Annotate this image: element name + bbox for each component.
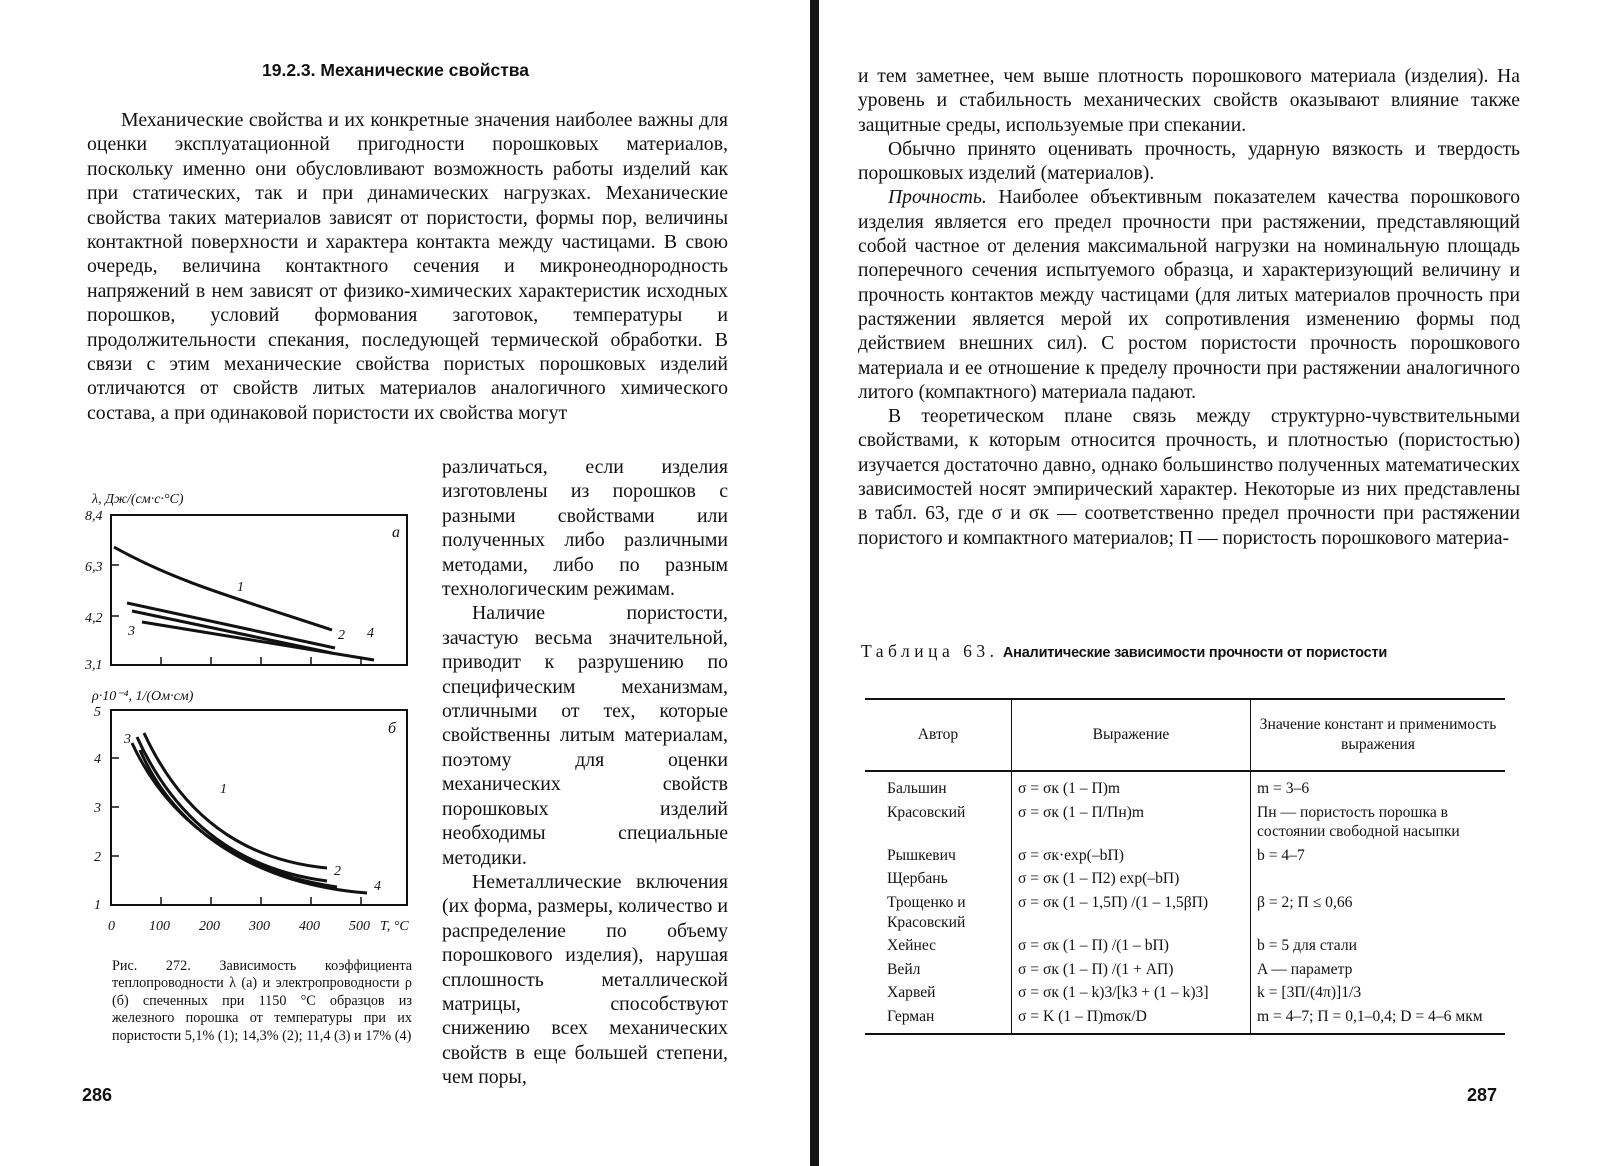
page-number: 287 bbox=[1467, 1085, 1498, 1105]
side-paragraph: Наличие пористости, зачастую весьма значительной, приводит к разрушению по специфическим механизмам, отличными от тех, которые свойственны литым материалам, поэтому для оценки механических свойств порошковых изделий необходимы специальные методики. bbox=[442, 602, 728, 869]
right-text bbox=[858, 65, 1520, 551]
side-paragraph: различаться, если изделия изготовлены из порошков с разными свойствами или полученных либо различными методами, либо по разным технологическим режимам. bbox=[442, 456, 728, 601]
table-row bbox=[865, 982, 1505, 1006]
body-paragraph: и тем заметнее, чем выше плотность порошкового материала (изделия). На уровень и стабильность механических свойств оказывают влияние также защитные среды, используемые при спекании. bbox=[858, 66, 1520, 136]
author-cell: Вейл bbox=[887, 960, 921, 978]
constants-cell: Пн — пористость порошка в состоянии свободной насыпки bbox=[1251, 802, 1506, 845]
panel-b-curve-label: 3 bbox=[124, 732, 131, 747]
panel-a-curve-1 bbox=[114, 547, 332, 630]
figure-272 bbox=[82, 485, 434, 955]
side-column bbox=[442, 455, 728, 1090]
panel-a-curve-label: 2 bbox=[338, 628, 345, 643]
panel-b-curve-label: 2 bbox=[334, 864, 341, 879]
table-row bbox=[865, 771, 1505, 802]
constants-cell bbox=[1251, 868, 1506, 892]
panel-b-curve-2 bbox=[137, 737, 327, 881]
table-63 bbox=[865, 698, 1505, 1035]
constants-cell: m = 3–6 bbox=[1251, 771, 1506, 802]
figure-caption: Рис. 272. Зависимость коэффициента теплопроводности λ (а) и электропроводности ρ (б) спеченных при 1150 °С образцов из железного порошка от температуры при их пористости 5,1% (1); 14,3% (2); 11,4 (3) и 17% (4) bbox=[112, 958, 412, 1044]
author-cell: Герман bbox=[865, 1006, 1012, 1034]
author-cell: Харвей bbox=[887, 984, 936, 1002]
section-title: 19.2.3. Механические свойства bbox=[262, 60, 530, 80]
side-paragraph: Неметаллические включения (их форма, размеры, количество и распределение по объему порошкового изделия), нарушая сплошность металлической матрицы, способствуют снижению всех механических свойств в еще большей степени, чем поры, bbox=[442, 870, 728, 1089]
book-spine bbox=[810, 0, 819, 1166]
panel-a-ytick: 3,1 bbox=[85, 658, 103, 673]
body-paragraph: В теоретическом плане связь между структурно-чувствительными свойствами, к которым относится прочность, и плотностью (пористостью) изучается достаточно давно, однако большинство полученных математических зависимостей носят эмпирический характер. Некоторые из них представлены в табл. 63, где σ и σк — соответственно предел прочности при растяжении пористого и компактного материалов; П — пористость порошкового материа- bbox=[858, 406, 1520, 549]
panel-b-frame bbox=[111, 710, 407, 905]
x-tick-label: 400 bbox=[299, 919, 320, 934]
panel-b-ytick: 2 bbox=[94, 850, 101, 865]
body-paragraph bbox=[858, 186, 1520, 405]
panel-a-curve-label: 3 bbox=[128, 624, 135, 639]
table-caption-title: Аналитические зависимости прочности от пористости bbox=[1002, 645, 1388, 661]
body-paragraph: Обычно принято оценивать прочность, ударную вязкость и твердость порошковых изделий (материалов). bbox=[858, 138, 1520, 185]
intro-paragraph: Механические свойства и их конкретные значения наиболее важны для оценки эксплуатационной пригодности порошковых материалов, поскольку именно они обусловливают возможность работы изделий как при статических, так и при динамических нагрузках. Механические свойства таких материалов зависят от пористости, формы пор, величины контактной поверхности и характера контакта между частицами. В свою очередь, величина контактного сечения и микронеоднородность напряжений в нем зависят от физико-химических характеристик исходных порошков, условий формования заготовок, температуры и продолжительности спекания, последующей термической обработки. В связи с этим механические свойства пористых порошковых изделий отличаются от свойств литых материалов аналогичного химического состава, а при одинаковой пористости их свойства могут bbox=[87, 109, 728, 424]
panel-a-ytick: 4,2 bbox=[85, 611, 103, 626]
expression-cell: σ = K (1 – П)mσк/D bbox=[1012, 1006, 1251, 1034]
panel-a-letter: а bbox=[392, 524, 400, 541]
expression-cell: σ = σк (1 – П)m bbox=[1012, 771, 1251, 802]
constants-cell: b = 4–7 bbox=[1251, 845, 1506, 869]
constants-cell: k = [3П/(4π)]1/3 bbox=[1251, 982, 1506, 1006]
panel-a-curve-label: 1 bbox=[237, 580, 244, 595]
table-row bbox=[865, 959, 1505, 983]
x-axis-label: T, °C bbox=[380, 919, 409, 934]
expression-cell: σ = σк (1 – П2) exp(–bП) bbox=[1012, 868, 1251, 892]
table-row bbox=[865, 868, 1505, 892]
x-tick-label: 300 bbox=[249, 919, 270, 934]
table-header-author: Автор bbox=[865, 699, 1012, 771]
panel-b-curves bbox=[132, 733, 367, 893]
x-tick-label: 100 bbox=[149, 919, 170, 934]
constants-cell: A — параметр bbox=[1251, 959, 1506, 983]
strength-text: Наиболее объективным показателем качества порошкового изделия является его предел прочности при растяжении, представляющий собой частное от деления максимальной нагрузки на номинальную площадь поперечного сечения испытуемого образца, и характеризующий величину и прочность контактов между частицами (для литых материалов прочность при растяжении является мерой их сопротивления изменению формы под действием внешних сил). С ростом пористости прочность порошкового материала и ее отношение к пределу прочности при растяжении аналогичного литого (компактного) материала падают. bbox=[858, 187, 1520, 403]
author-cell: Бальшин bbox=[887, 780, 947, 797]
panel-b-curve-label: 4 bbox=[374, 879, 381, 894]
author-cell: Щербань bbox=[887, 870, 948, 888]
table-caption-lead: Таблица 63. bbox=[861, 641, 999, 661]
expression-cell: σ = σк (1 – 1,5П) /(1 – 1,5βП) bbox=[1012, 892, 1251, 935]
panel-a-curve-label: 4 bbox=[367, 626, 374, 641]
panel-b-ytick: 3 bbox=[94, 801, 101, 816]
panel-b-curve-label: 1 bbox=[220, 782, 227, 797]
panel-b-ytick: 4 bbox=[94, 752, 101, 767]
author-cell: Хейнес bbox=[887, 937, 937, 955]
x-tick-label: 200 bbox=[199, 919, 220, 934]
table-row bbox=[865, 802, 1505, 845]
expression-cell: σ = σк (1 – k)3/[k3 + (1 – k)3] bbox=[1012, 982, 1251, 1006]
panel-b-ytick: 1 bbox=[94, 898, 101, 913]
panel-a-ytick: 8,4 bbox=[85, 509, 103, 524]
figure-272-chart bbox=[82, 485, 434, 955]
table-row bbox=[865, 1006, 1505, 1034]
expression-cell: σ = σк (1 – П) /(1 – bП) bbox=[1012, 935, 1251, 959]
author-cell: Трощенко и Красовский bbox=[887, 893, 966, 931]
table-caption bbox=[861, 640, 1461, 664]
panel-b-curve-4 bbox=[140, 750, 367, 893]
panel-a-ylabel: λ, Дж/(см·с·°С) bbox=[92, 492, 184, 507]
constants-cell: m = 4–7; П = 0,1–0,4; D = 4–6 мкм bbox=[1251, 1006, 1506, 1034]
strength-term: Прочность. bbox=[888, 187, 987, 209]
x-tick-label: 500 bbox=[349, 919, 370, 934]
panel-a-curves bbox=[114, 547, 374, 660]
right-page bbox=[820, 0, 1601, 1166]
expression-cell: σ = σк·exp(–bП) bbox=[1012, 845, 1251, 869]
expression-cell: σ = σк (1 – П) /(1 + AП) bbox=[1012, 959, 1251, 983]
panel-a bbox=[84, 492, 407, 673]
panel-b-ytick: 5 bbox=[94, 705, 101, 720]
constants-cell: b = 5 для стали bbox=[1251, 935, 1506, 959]
table-header-expression: Выражение bbox=[1012, 699, 1251, 771]
table-row bbox=[865, 845, 1505, 869]
author-cell: Рышкевич bbox=[887, 846, 956, 864]
table-header-row bbox=[865, 699, 1505, 771]
panel-b bbox=[91, 689, 409, 934]
author-cell: Красовский bbox=[887, 803, 966, 821]
page-number: 286 bbox=[82, 1085, 113, 1105]
panel-b-ticks bbox=[111, 758, 361, 905]
table-header-constants: Значение констант и применимость выражения bbox=[1251, 699, 1506, 771]
expression-cell: σ = σк (1 – П/Пн)m bbox=[1012, 802, 1251, 845]
x-axis-ticks bbox=[108, 919, 409, 934]
constants-cell: β = 2; П ≤ 0,66 bbox=[1251, 892, 1506, 935]
panel-b-letter: б bbox=[388, 720, 397, 737]
panel-a-ytick: 6,3 bbox=[85, 560, 103, 575]
table-row bbox=[865, 935, 1505, 959]
x-tick-label: 0 bbox=[108, 919, 115, 934]
table-row bbox=[865, 892, 1505, 935]
panel-b-ylabel: ρ·10⁻⁴, 1/(Ом·см) bbox=[92, 689, 194, 704]
